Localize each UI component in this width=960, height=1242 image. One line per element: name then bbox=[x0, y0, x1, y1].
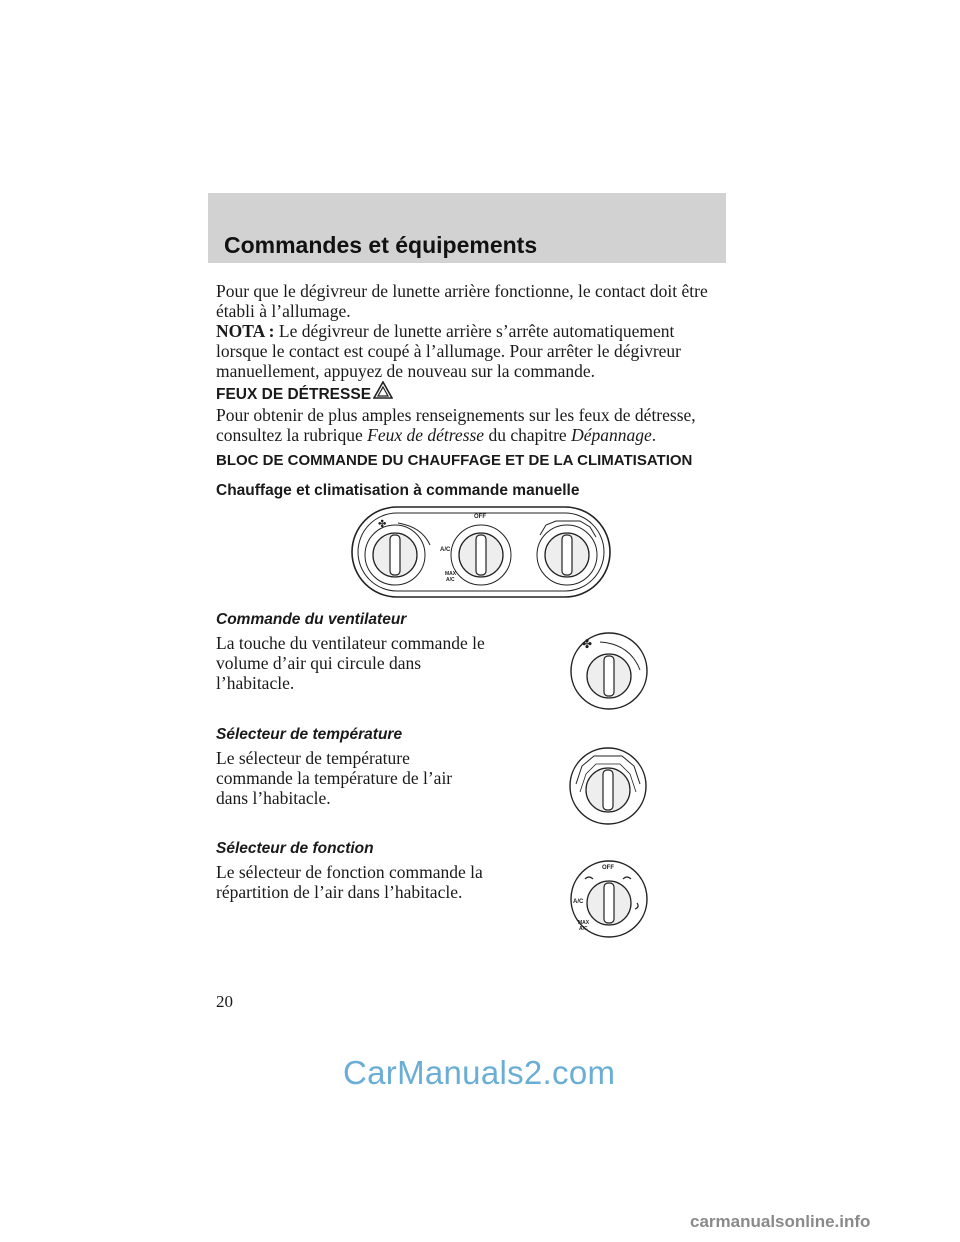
mode-heading: Sélecteur de fonction bbox=[216, 840, 374, 857]
fan-paragraph: La touche du ventilateur commande le volume d’air qui circule dans l’habitacle. bbox=[216, 633, 485, 693]
climate-heading: BLOC DE COMMANDE DU CHAUFFAGE ET DE LA CLIMATISATION bbox=[216, 452, 693, 469]
hazard-heading-row bbox=[216, 381, 393, 404]
climate-panel-illustration bbox=[350, 505, 612, 604]
max-label: MAX bbox=[578, 920, 590, 926]
rear-defrost-paragraph: Pour que le dégivreur de lunette arrière fonctionne, le contact doit être établi à l’allumage. bbox=[216, 281, 708, 321]
mode-dial-illustration bbox=[567, 857, 651, 946]
temp-dial-illustration bbox=[566, 744, 650, 833]
hazard-text-1: Pour obtenir de plus amples renseignements sur les feux de détresse, consultez la rubrique bbox=[216, 405, 696, 445]
hazard-triangle-icon bbox=[373, 381, 393, 404]
ac-label-mini: A/C bbox=[440, 547, 451, 553]
hazard-heading: FEUX DE DÉTRESSE bbox=[216, 386, 372, 403]
manual-climate-heading: Chauffage et climatisation à commande manuelle bbox=[216, 482, 580, 499]
nota-label: NOTA : bbox=[216, 321, 275, 341]
header-band bbox=[208, 193, 726, 263]
temp-paragraph: Le sélecteur de température commande la température de l’air dans l’habitacle. bbox=[216, 748, 453, 808]
off-label-mini: OFF bbox=[474, 514, 486, 520]
off-label: OFF bbox=[602, 865, 614, 871]
temp-heading: Sélecteur de température bbox=[216, 726, 403, 743]
page-title: Commandes et équipements bbox=[224, 232, 538, 258]
hazard-text-3: . bbox=[651, 425, 657, 445]
max-ac-label: A/C bbox=[579, 926, 588, 932]
fan-heading: Commande du ventilateur bbox=[216, 611, 407, 628]
nota-paragraph bbox=[216, 321, 726, 381]
fan-icon: ✤ bbox=[582, 637, 593, 651]
svg-text:✤: ✤ bbox=[378, 519, 387, 530]
ac-label: A/C bbox=[573, 899, 584, 905]
hazard-ref-link: Feux de détresse bbox=[367, 425, 485, 445]
hazard-text-2: du chapitre bbox=[484, 425, 572, 445]
page-number: 20 bbox=[216, 992, 233, 1011]
max-label-mini: MAX bbox=[445, 571, 457, 577]
max-ac-label-mini: A/C bbox=[446, 577, 455, 583]
watermark-link[interactable]: CarManuals2.com bbox=[343, 1054, 616, 1091]
nota-text: Le dégivreur de lunette arrière s’arrête automatiquement lorsque le contact est coupé à l’allumage. Pour arrêter le dégivreur manuellement, appuyez de nouveau sur la commande. bbox=[216, 321, 682, 381]
hazard-paragraph bbox=[216, 405, 736, 445]
mode-paragraph: Le sélecteur de fonction commande la répartition de l’air dans l’habitacle. bbox=[216, 862, 483, 902]
troubleshooting-ref-link: Dépannage bbox=[571, 425, 652, 445]
footer-logo: carmanualsonline.info bbox=[690, 1212, 871, 1231]
fan-dial-illustration bbox=[568, 630, 650, 717]
